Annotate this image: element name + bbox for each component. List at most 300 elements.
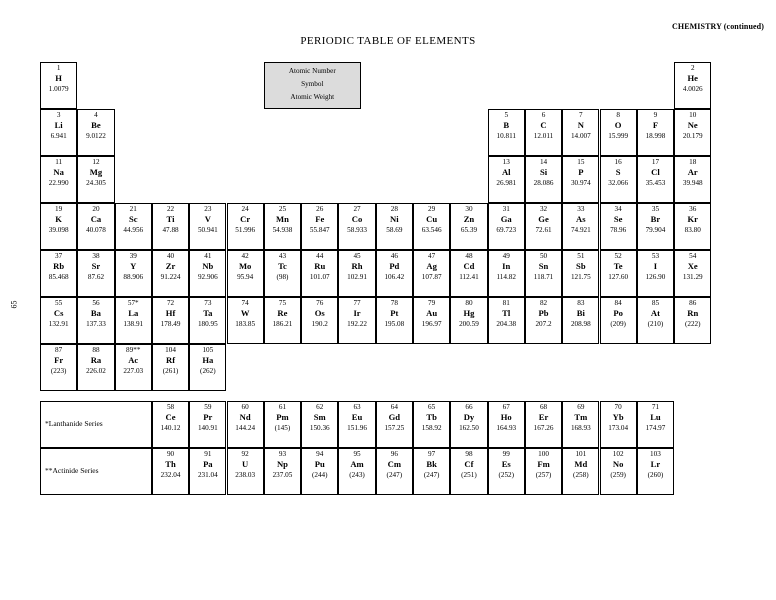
element-atomic-weight: 180.95 (197, 319, 218, 328)
element-cell-Cr (227, 203, 264, 250)
element-cell-Pm (264, 401, 301, 448)
element-cell-Sr (77, 250, 114, 297)
element-atomic-weight: 173.04 (608, 423, 629, 432)
element-cell-Si (525, 156, 562, 203)
element-symbol: Cm (387, 459, 402, 470)
element-cell-F (637, 109, 674, 156)
element-atomic-number: 84 (614, 299, 622, 307)
element-atomic-number: 85 (651, 299, 660, 307)
element-atomic-number: 100 (538, 450, 549, 458)
element-cell-Se (600, 203, 637, 250)
element-atomic-weight: 69.723 (496, 225, 517, 234)
element-atomic-number: 80 (465, 299, 473, 307)
element-symbol: Fe (315, 214, 325, 225)
element-atomic-number: 30 (465, 205, 473, 213)
element-cell-Gd (376, 401, 413, 448)
element-symbol: Hg (463, 308, 475, 319)
element-cell-Pa (189, 448, 226, 495)
element-symbol: Rb (53, 261, 65, 272)
element-cell-Tl (488, 297, 525, 344)
element-symbol: Cr (240, 214, 251, 225)
element-atomic-number: 23 (204, 205, 212, 213)
element-atomic-weight: 112.41 (459, 272, 479, 281)
element-atomic-weight: 4.0026 (682, 84, 703, 93)
element-atomic-number: 65 (428, 403, 436, 411)
element-symbol: W (240, 308, 250, 319)
element-cell-Er (525, 401, 562, 448)
element-cell-B (488, 109, 525, 156)
element-symbol: Y (130, 261, 137, 272)
element-symbol: Tc (278, 261, 287, 272)
element-symbol: Sn (538, 261, 549, 272)
element-symbol: Pt (390, 308, 399, 319)
element-cell-Po (600, 297, 637, 344)
element-cell-Sb (562, 250, 599, 297)
element-cell-Al (488, 156, 525, 203)
element-symbol: Os (314, 308, 325, 319)
element-atomic-number: 13 (502, 158, 510, 166)
element-symbol: S (615, 167, 621, 178)
element-atomic-number: 29 (428, 205, 436, 213)
element-cell-Bi (562, 297, 599, 344)
element-atomic-number: 9 (653, 111, 658, 119)
element-symbol: Ir (353, 308, 361, 319)
element-cell-He (674, 62, 711, 109)
element-atomic-weight: 138.91 (123, 319, 144, 328)
element-atomic-number: 50 (539, 252, 548, 260)
element-atomic-weight: (257) (535, 470, 552, 479)
element-atomic-weight: 51.996 (235, 225, 256, 234)
element-symbol: Cu (426, 214, 438, 225)
element-symbol: No (612, 459, 624, 470)
element-atomic-weight: 238.03 (235, 470, 256, 479)
element-atomic-number: 43 (278, 252, 287, 260)
element-atomic-number: 14 (539, 158, 548, 166)
legend-line2: Symbol (301, 80, 324, 89)
element-atomic-number: 31 (502, 205, 510, 213)
element-atomic-weight: 126.90 (645, 272, 666, 281)
element-symbol: Po (613, 308, 623, 319)
element-cell-Mg (77, 156, 114, 203)
element-cell-Ga (488, 203, 525, 250)
element-symbol: Ac (128, 355, 139, 366)
element-atomic-number: 59 (204, 403, 212, 411)
element-cell-Os (301, 297, 338, 344)
element-cell-Sm (301, 401, 338, 448)
element-cell-In (488, 250, 525, 297)
element-atomic-number: 71 (651, 403, 660, 411)
element-symbol: Bk (426, 459, 437, 470)
element-atomic-weight: 140.91 (197, 423, 218, 432)
element-symbol: Mn (276, 214, 289, 225)
element-symbol: Lu (650, 412, 661, 423)
element-atomic-weight: 174.97 (645, 423, 666, 432)
element-symbol: Ba (90, 308, 101, 319)
element-atomic-number: 68 (539, 403, 548, 411)
element-atomic-number: 25 (278, 205, 287, 213)
element-atomic-weight: (251) (461, 470, 477, 479)
element-symbol: Rf (166, 355, 176, 366)
legend-line1: Atomic Number (288, 67, 336, 75)
element-cell-Sc (115, 203, 152, 250)
element-atomic-weight: (210) (647, 319, 664, 328)
element-symbol: Br (650, 214, 661, 225)
element-cell-Fr (40, 344, 77, 391)
element-atomic-number: 56 (92, 299, 100, 307)
element-symbol: Xe (687, 261, 698, 272)
element-atomic-number: 105 (202, 346, 214, 354)
element-cell-N (562, 109, 599, 156)
element-atomic-weight: 87.62 (87, 272, 105, 281)
element-cell-Bk (413, 448, 450, 495)
element-atomic-weight: 107.87 (421, 272, 442, 281)
element-atomic-number: 61 (278, 403, 287, 411)
element-atomic-weight: 168.93 (570, 423, 591, 432)
element-cell-Cf (450, 448, 487, 495)
element-symbol: Ti (166, 214, 175, 225)
element-cell-La (115, 297, 152, 344)
element-symbol: Li (54, 120, 63, 131)
element-cell-Ha (189, 344, 226, 391)
element-cell-Cm (376, 448, 413, 495)
element-atomic-number: 81 (502, 299, 510, 307)
element-symbol: Kr (687, 214, 698, 225)
element-atomic-weight: 207.2 (535, 319, 552, 328)
element-atomic-weight: 55.847 (309, 225, 330, 234)
element-atomic-weight: 88.906 (123, 272, 144, 281)
element-symbol: Pr (203, 412, 213, 423)
element-atomic-weight: 72.61 (535, 225, 552, 234)
element-atomic-weight: 91.224 (160, 272, 181, 281)
element-atomic-number: 27 (353, 205, 361, 213)
lanthanide-series-label: *Lanthanide Series (45, 418, 103, 428)
element-cell-V (189, 203, 226, 250)
element-atomic-number: 89** (126, 346, 141, 354)
element-atomic-weight: 158.92 (421, 423, 442, 432)
element-symbol: Fr (54, 355, 64, 366)
element-symbol: C (540, 120, 547, 131)
element-atomic-weight: 18.998 (645, 131, 666, 140)
page-number: 65 (9, 300, 19, 309)
element-atomic-weight: 162.50 (459, 423, 479, 432)
element-symbol: Lr (650, 459, 661, 470)
element-cell-Li (40, 109, 77, 156)
element-cell-Eu (338, 401, 375, 448)
element-cell-Te (600, 250, 637, 297)
element-atomic-weight: 54.938 (272, 225, 293, 234)
element-symbol: Ha (202, 355, 214, 366)
element-cell-Es (488, 448, 525, 495)
element-symbol: P (578, 167, 584, 178)
element-atomic-weight: 85.468 (48, 272, 69, 281)
element-atomic-number: 3 (56, 111, 61, 119)
element-atomic-number: 40 (166, 252, 175, 260)
element-symbol: Ru (314, 261, 326, 272)
element-atomic-number: 91 (204, 450, 212, 458)
element-atomic-number: 28 (390, 205, 398, 213)
element-atomic-weight: 26.981 (496, 178, 517, 187)
element-cell-Rf (152, 344, 189, 391)
element-atomic-number: 72 (166, 299, 175, 307)
element-atomic-weight: 102.91 (347, 272, 367, 281)
element-atomic-number: 36 (689, 205, 697, 213)
element-symbol: U (242, 459, 249, 470)
element-atomic-number: 104 (165, 346, 176, 354)
element-atomic-number: 57* (127, 299, 139, 307)
element-atomic-weight: (209) (610, 319, 626, 328)
element-atomic-weight: 39.098 (48, 225, 69, 234)
element-atomic-number: 51 (577, 252, 585, 260)
element-atomic-number: 18 (689, 158, 697, 166)
element-cell-Np (264, 448, 301, 495)
legend-line3: Atomic Weight (290, 93, 335, 102)
element-cell-Tc (264, 250, 301, 297)
element-cell-Co (338, 203, 375, 250)
element-atomic-number: 38 (92, 252, 100, 260)
element-atomic-number: 34 (614, 205, 622, 213)
element-symbol: Tb (426, 412, 437, 423)
element-atomic-number: 97 (428, 450, 436, 458)
element-atomic-weight: 20.179 (682, 131, 703, 140)
element-cell-Zr (152, 250, 189, 297)
element-atomic-weight: 208.98 (570, 319, 591, 328)
element-symbol: B (503, 120, 510, 131)
element-symbol: Fm (537, 459, 550, 470)
element-atomic-number: 2 (690, 64, 695, 72)
element-symbol: Gd (388, 412, 401, 423)
element-atomic-weight: (247) (423, 470, 440, 479)
element-atomic-weight: 190.2 (311, 319, 328, 328)
element-atomic-number: 54 (689, 252, 697, 260)
element-atomic-number: 82 (539, 299, 548, 307)
element-atomic-number: 73 (204, 299, 212, 307)
element-cell-No (600, 448, 637, 495)
element-atomic-weight: 183.85 (235, 319, 256, 328)
element-symbol: K (55, 214, 62, 225)
element-cell-Ba (77, 297, 114, 344)
element-atomic-weight: 78.96 (610, 225, 627, 234)
legend-box (264, 62, 361, 109)
element-atomic-weight: 131.29 (682, 272, 703, 281)
element-symbol: Pb (538, 308, 549, 319)
element-atomic-number: 52 (614, 252, 622, 260)
element-atomic-weight: 237.05 (272, 470, 293, 479)
element-atomic-number: 11 (55, 158, 63, 166)
element-atomic-number: 44 (316, 252, 324, 260)
element-cell-Au (413, 297, 450, 344)
element-atomic-weight: 204.38 (496, 319, 517, 328)
element-atomic-weight: 30.974 (570, 178, 591, 187)
element-atomic-weight: (243) (349, 470, 365, 479)
element-atomic-weight: 47.88 (162, 225, 179, 234)
element-atomic-weight: 35.453 (645, 178, 666, 187)
element-symbol: I (653, 261, 658, 272)
element-symbol: Pu (314, 459, 325, 470)
element-symbol: La (128, 308, 139, 319)
element-atomic-number: 99 (502, 450, 510, 458)
element-symbol: Pm (276, 412, 289, 423)
element-cell-Ag (413, 250, 450, 297)
element-atomic-weight: 178.49 (160, 319, 181, 328)
element-cell-Mo (227, 250, 264, 297)
element-symbol: Pd (389, 261, 400, 272)
element-symbol: Es (501, 459, 511, 470)
element-atomic-weight: 132.91 (48, 319, 69, 328)
element-atomic-number: 10 (689, 111, 697, 119)
element-cell-Cu (413, 203, 450, 250)
element-atomic-number: 33 (577, 205, 585, 213)
element-symbol: Eu (351, 412, 363, 423)
element-symbol: Na (53, 167, 64, 178)
element-cell-Cl (637, 156, 674, 203)
element-atomic-weight: 12.011 (533, 131, 554, 140)
element-atomic-number: 7 (579, 111, 583, 119)
element-atomic-weight: 137.33 (86, 319, 106, 328)
element-atomic-number: 101 (575, 450, 587, 458)
element-atomic-number: 77 (353, 299, 361, 307)
element-symbol: As (576, 214, 586, 225)
element-symbol: V (204, 214, 211, 225)
element-symbol: In (502, 261, 511, 272)
element-cell-Ni (376, 203, 413, 250)
element-atomic-weight: 1.0079 (48, 84, 69, 93)
element-atomic-weight: (261) (162, 366, 179, 375)
element-atomic-number: 17 (651, 158, 660, 166)
element-cell-Kr (674, 203, 711, 250)
element-symbol: Tm (574, 412, 588, 423)
element-cell-Pt (376, 297, 413, 344)
element-atomic-weight: (223) (50, 366, 67, 375)
element-atomic-weight: 140.12 (160, 423, 181, 432)
element-symbol: Zn (463, 214, 475, 225)
element-symbol: Cf (464, 459, 474, 470)
element-atomic-number: 20 (92, 205, 100, 213)
periodic-table (30, 62, 746, 479)
element-symbol: Yb (612, 412, 624, 423)
element-atomic-number: 58 (166, 403, 175, 411)
element-cell-Pb (525, 297, 562, 344)
element-cell-Rh (338, 250, 375, 297)
element-atomic-weight: 63.546 (421, 225, 442, 234)
element-atomic-number: 35 (651, 205, 660, 213)
element-atomic-weight: (260) (647, 470, 664, 479)
element-atomic-weight: 151.96 (347, 423, 367, 432)
element-atomic-weight: 157.25 (384, 423, 405, 432)
element-atomic-number: 66 (465, 403, 473, 411)
element-atomic-weight: 79.904 (645, 225, 666, 234)
element-atomic-number: 8 (616, 111, 620, 119)
element-cell-I (637, 250, 674, 297)
element-atomic-weight: 6.941 (50, 131, 67, 140)
element-atomic-weight: 144.24 (235, 423, 256, 432)
element-atomic-number: 5 (504, 111, 509, 119)
element-atomic-number: 21 (129, 205, 137, 213)
element-atomic-number: 4 (94, 111, 98, 119)
element-atomic-number: 67 (502, 403, 510, 411)
element-atomic-number: 45 (353, 252, 361, 260)
element-cell-Pr (189, 401, 226, 448)
element-atomic-number: 12 (92, 158, 100, 166)
element-atomic-number: 19 (55, 205, 63, 213)
element-symbol: Ta (203, 308, 213, 319)
element-cell-Nd (227, 401, 264, 448)
element-atomic-number: 42 (241, 252, 249, 260)
element-atomic-weight: 231.04 (197, 470, 218, 479)
element-atomic-weight: 232.04 (160, 470, 181, 479)
element-cell-Be (77, 109, 114, 156)
element-atomic-number: 22 (166, 205, 175, 213)
element-symbol: Mg (89, 167, 103, 178)
element-atomic-number: 48 (465, 252, 473, 260)
element-atomic-weight: (262) (200, 366, 216, 375)
element-atomic-number: 79 (428, 299, 436, 307)
element-cell-Mn (264, 203, 301, 250)
element-symbol: Rh (351, 261, 363, 272)
element-atomic-weight: 28.086 (533, 178, 554, 187)
element-cell-Tb (413, 401, 450, 448)
element-symbol: Be (91, 120, 101, 131)
element-atomic-number: 74 (241, 299, 249, 307)
element-cell-O (600, 109, 637, 156)
element-cell-Ir (338, 297, 375, 344)
element-atomic-number: 1 (56, 64, 61, 72)
element-symbol: Si (539, 167, 548, 178)
element-atomic-number: 103 (650, 450, 661, 458)
element-symbol: Nb (202, 261, 214, 272)
element-symbol: Zr (165, 261, 176, 272)
element-atomic-number: 24 (241, 205, 249, 213)
element-atomic-weight: 114.82 (496, 272, 516, 281)
element-symbol: Te (613, 261, 623, 272)
element-symbol: N (577, 120, 584, 131)
element-cell-Zn (450, 203, 487, 250)
element-atomic-weight: 226.02 (86, 366, 106, 375)
element-cell-P (562, 156, 599, 203)
element-atomic-weight: 24.305 (86, 178, 106, 187)
element-atomic-number: 75 (278, 299, 287, 307)
element-atomic-number: 92 (241, 450, 249, 458)
element-atomic-number: 94 (316, 450, 324, 458)
element-cell-Hf (152, 297, 189, 344)
element-cell-Ne (674, 109, 711, 156)
element-cell-Fm (525, 448, 562, 495)
element-atomic-weight: (244) (311, 470, 328, 479)
element-cell-Yb (600, 401, 637, 448)
element-symbol: Ra (90, 355, 102, 366)
element-cell-Sn (525, 250, 562, 297)
element-atomic-number: 95 (353, 450, 361, 458)
element-atomic-number: 16 (614, 158, 622, 166)
element-atomic-weight: (258) (573, 470, 589, 479)
element-symbol: Cd (463, 261, 475, 272)
element-atomic-number: 62 (316, 403, 324, 411)
element-cell-Tm (562, 401, 599, 448)
element-symbol: Th (165, 459, 176, 470)
element-cell-C (525, 109, 562, 156)
element-cell-K (40, 203, 77, 250)
element-cell-U (227, 448, 264, 495)
element-atomic-weight: 195.08 (384, 319, 405, 328)
element-atomic-number: 15 (577, 158, 585, 166)
header-note: CHEMISTRY (continued) (672, 22, 764, 31)
element-symbol: Ce (165, 412, 176, 423)
element-atomic-weight: 192.22 (347, 319, 367, 328)
element-atomic-weight: 58.69 (386, 225, 403, 234)
element-atomic-weight: 83.80 (684, 225, 701, 234)
element-atomic-weight: (247) (386, 470, 403, 479)
element-symbol: Np (276, 459, 288, 470)
element-symbol: At (650, 308, 660, 319)
